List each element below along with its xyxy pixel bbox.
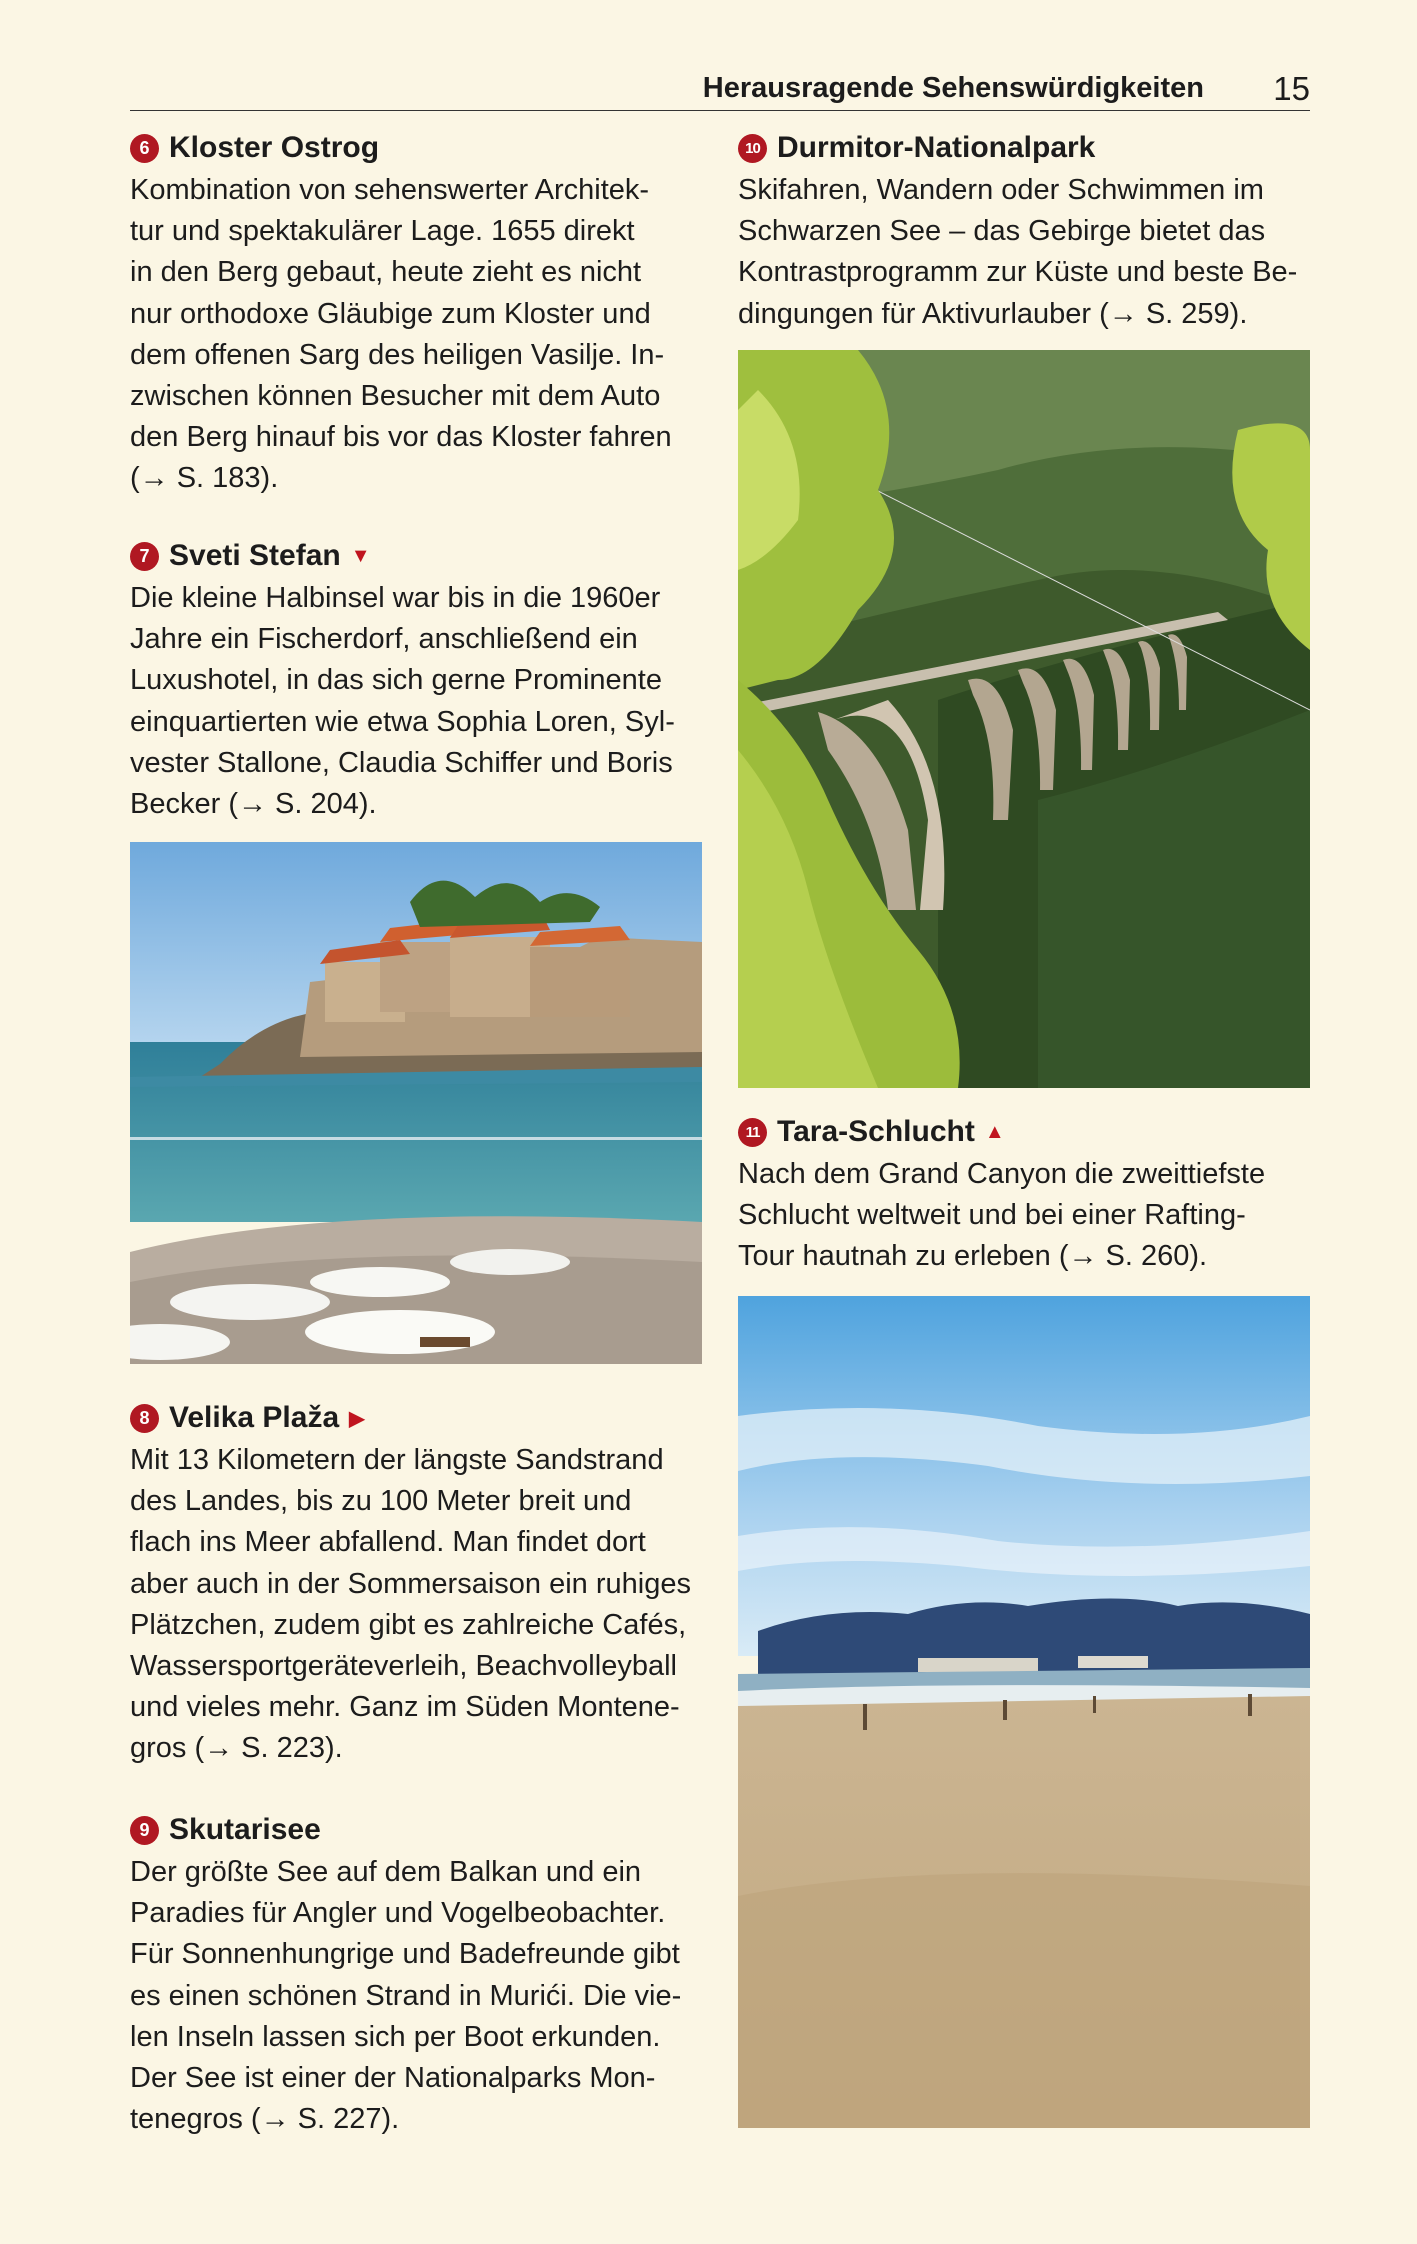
- text-line: Tour hautnah zu erleben (→ S. 260).: [738, 1240, 1208, 1273]
- sight-entry-durmitor-nationalpark: [738, 126, 1310, 335]
- entry-text: [738, 170, 1310, 335]
- text-line: Kombination von sehenswerter Architek-: [130, 174, 650, 206]
- entry-heading: [130, 1808, 702, 1852]
- text-line: tur und spektakulärer Lage. 1655 direkt: [130, 215, 635, 248]
- entry-heading: [738, 1110, 1310, 1154]
- entry-number-badge: 6: [130, 134, 159, 163]
- entry-number-badge: 10: [738, 134, 767, 163]
- sight-entry-skutarisee: [130, 1808, 702, 2140]
- entry-heading: [130, 534, 702, 578]
- text-line: es einen schönen Strand in Murići. Die vie-: [130, 1979, 682, 2012]
- text-line: Jahre ein Fischerdorf, anschließend ein: [130, 623, 638, 656]
- text-line: Plätzchen, zudem gibt es zahlreiche Cafés,: [130, 1608, 687, 1641]
- text-line: Schlucht weltweit und bei einer Rafting-: [738, 1199, 1246, 1232]
- text-line: Skifahren, Wandern oder Schwimmen im: [738, 174, 1264, 206]
- text-line: Becker (→ S. 204).: [130, 788, 377, 821]
- entry-text: [130, 170, 702, 500]
- text-line: gros (→ S. 223).: [130, 1732, 343, 1765]
- entry-number-badge: 9: [130, 1816, 159, 1845]
- text-line: Kontrastprogramm zur Küste und beste Be-: [738, 256, 1298, 289]
- map-direction-marker-icon: ▼: [350, 544, 371, 567]
- entry-title: Skutarisee: [169, 1813, 321, 1846]
- text-line: Paradies für Angler und Vogelbeobachter.: [130, 1897, 666, 1930]
- text-line: vester Stallone, Claudia Schiffer und Boris: [130, 746, 673, 779]
- sight-entry-velika-plaza: [130, 1396, 702, 1770]
- text-line: tenegros (→ S. 227).: [130, 2103, 400, 2136]
- entry-number-badge: 8: [130, 1404, 159, 1433]
- sight-entry-sveti-stefan: [130, 534, 702, 825]
- text-line: Mit 13 Kilometern der längste Sandstrand: [130, 1444, 664, 1476]
- text-line: Die kleine Halbinsel war bis in die 1960er: [130, 582, 661, 614]
- entry-title: Sveti Stefan: [169, 539, 341, 572]
- text-line: nur orthodoxe Gläubige zum Kloster und: [130, 297, 651, 330]
- map-direction-marker-icon: ▲: [984, 1120, 1005, 1143]
- tara-bridge-photo: [738, 350, 1310, 1088]
- text-line: des Landes, bis zu 100 Meter breit und: [130, 1485, 632, 1518]
- section-title: Herausragende Sehenswürdigkeiten: [702, 72, 1204, 104]
- entry-title: Velika Plaža: [169, 1401, 340, 1434]
- text-line: dingungen für Aktivurlauber (→ S. 259).: [738, 297, 1248, 330]
- text-line: zwischen können Besucher mit dem Auto: [130, 380, 661, 413]
- text-line: in den Berg gebaut, heute zieht es nicht: [130, 256, 642, 289]
- sight-entry-kloster-ostrog: [130, 126, 702, 500]
- entry-text: [130, 578, 702, 825]
- entry-number-badge: 11: [738, 1118, 767, 1147]
- map-direction-marker-icon: ▶: [349, 1407, 365, 1430]
- text-line: Schwarzen See – das Gebirge bietet das: [738, 215, 1266, 248]
- text-line: Der See ist einer der Nationalparks Mon-: [130, 2062, 656, 2095]
- text-line: dem offenen Sarg des heiligen Vasilje. In-: [130, 338, 665, 371]
- text-line: und vieles mehr. Ganz im Süden Montene-: [130, 1691, 680, 1724]
- entry-text: [130, 1852, 702, 2140]
- text-line: aber auch in der Sommersaison ein ruhiges: [130, 1567, 691, 1600]
- entry-text: [130, 1440, 702, 1770]
- running-header: [130, 68, 1310, 111]
- text-line: Luxushotel, in das sich gerne Prominente: [130, 664, 662, 697]
- text-line: den Berg hinauf bis vor das Kloster fahren: [130, 421, 672, 454]
- page-number: 15: [1273, 70, 1310, 107]
- text-line: einquartierten wie etwa Sophia Loren, Syl-: [130, 705, 675, 738]
- entry-heading: [738, 126, 1310, 170]
- entry-text: [738, 1154, 1310, 1278]
- entry-title: Tara-Schlucht: [777, 1115, 975, 1148]
- text-line: Der größte See auf dem Balkan und ein: [130, 1856, 642, 1888]
- entry-heading: [130, 1396, 702, 1440]
- text-line: (→ S. 183).: [130, 462, 279, 495]
- sight-entry-tara-schlucht: [738, 1110, 1310, 1278]
- velika-plaza-beach-photo: [738, 1296, 1310, 2128]
- text-line: Nach dem Grand Canyon die zweittiefste: [738, 1158, 1266, 1190]
- text-line: flach ins Meer abfallend. Man findet dort: [130, 1526, 646, 1559]
- sveti-stefan-photo: [130, 842, 702, 1364]
- text-line: len Inseln lassen sich per Boot erkunden.: [130, 2020, 661, 2053]
- entry-heading: [130, 126, 702, 170]
- entry-title: Durmitor-Nationalpark: [777, 131, 1096, 164]
- entry-title: Kloster Ostrog: [169, 131, 380, 164]
- entry-number-badge: 7: [130, 542, 159, 571]
- text-line: Für Sonnenhungrige und Badefreunde gibt: [130, 1938, 680, 1971]
- text-line: Wassersportgeräteverleih, Beachvolleyball: [130, 1650, 677, 1683]
